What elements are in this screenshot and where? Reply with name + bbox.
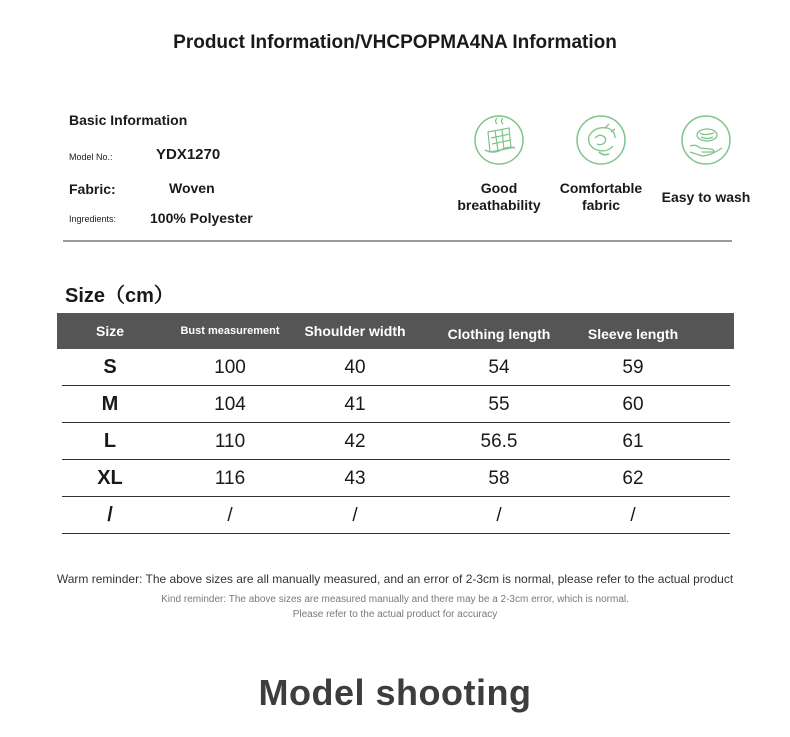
ingredients-value: 100% Polyester	[150, 210, 253, 226]
column-header-clothing-length: Clothing length	[447, 326, 551, 342]
table-row	[62, 423, 730, 460]
size-cell: L	[103, 430, 117, 452]
feature-label-line1: Good	[480, 180, 518, 196]
sleeve-cell: 62	[622, 468, 644, 489]
feature-label-line2: fabric	[581, 197, 621, 213]
clothing-length-cell: 54	[488, 357, 510, 378]
column-header-size: Size	[95, 323, 124, 339]
bust-cell: 116	[214, 468, 246, 489]
feature-comfortable-fabric	[546, 114, 656, 214]
shoulder-cell: 41	[344, 394, 366, 415]
column-header-bust: Bust measurement	[180, 325, 280, 337]
table-row	[62, 386, 730, 423]
sleeve-cell: /	[630, 505, 636, 526]
table-header	[57, 313, 734, 349]
column-header-shoulder: Shoulder width	[304, 323, 406, 339]
warm-reminder: Warm reminder: The above sizes are all manually measured, and an error of 2-3cm is normal, please refer to the actual product	[56, 572, 734, 586]
size-cell: S	[103, 356, 117, 378]
ingredients-label: Ingredients:	[69, 214, 117, 224]
feature-label-line2: breathability	[457, 197, 541, 213]
column-header-sleeve: Sleeve length	[587, 326, 679, 342]
clothing-length-cell: 56.5	[480, 431, 518, 452]
model-number-label: Model No.:	[69, 152, 113, 162]
bust-cell: 104	[214, 394, 246, 415]
bust-cell: 100	[214, 357, 246, 378]
shoulder-cell: 42	[344, 431, 366, 452]
feature-label-line1: Easy to wash	[661, 189, 751, 205]
basic-info-heading: Basic Information	[69, 112, 188, 128]
comfortable-fabric-icon	[575, 114, 627, 166]
model-shooting-title: Model shooting	[258, 672, 532, 713]
clothing-length-cell: 58	[488, 468, 510, 489]
shoulder-cell: 40	[344, 357, 366, 378]
sleeve-cell: 61	[622, 431, 644, 452]
bust-cell: /	[227, 505, 233, 526]
fabric-label: Fabric:	[69, 181, 116, 197]
bust-cell: 110	[214, 431, 246, 452]
easy-wash-icon	[680, 114, 732, 166]
kind-reminder-line2: Please refer to the actual product for accuracy	[292, 609, 498, 620]
size-cell: /	[107, 504, 113, 526]
size-cell: M	[101, 393, 119, 415]
feature-label-line1: Comfortable	[559, 180, 643, 196]
feature-breathability	[444, 114, 554, 214]
kind-reminder-line1: Kind reminder: The above sizes are measured manually and there may be a 2-3cm error, which is normal.	[161, 594, 629, 605]
breathability-icon	[473, 114, 525, 166]
size-heading: Size（cm）	[65, 285, 174, 307]
fabric-value: Woven	[169, 180, 215, 196]
clothing-length-cell: /	[496, 505, 502, 526]
section-divider	[63, 240, 732, 242]
model-number-value: YDX1270	[156, 146, 221, 163]
size-cell: XL	[97, 467, 123, 489]
feature-easy-wash	[651, 114, 761, 206]
shoulder-cell: /	[352, 505, 358, 526]
table-row	[62, 349, 730, 386]
table-row	[62, 497, 730, 534]
table-row	[62, 460, 730, 497]
size-table	[57, 313, 734, 534]
sleeve-cell: 59	[622, 357, 644, 378]
sleeve-cell: 60	[622, 394, 644, 415]
shoulder-cell: 43	[344, 468, 366, 489]
clothing-length-cell: 55	[488, 394, 510, 415]
page-title: Product Information/VHCPOPMA4NA Information	[173, 32, 617, 53]
